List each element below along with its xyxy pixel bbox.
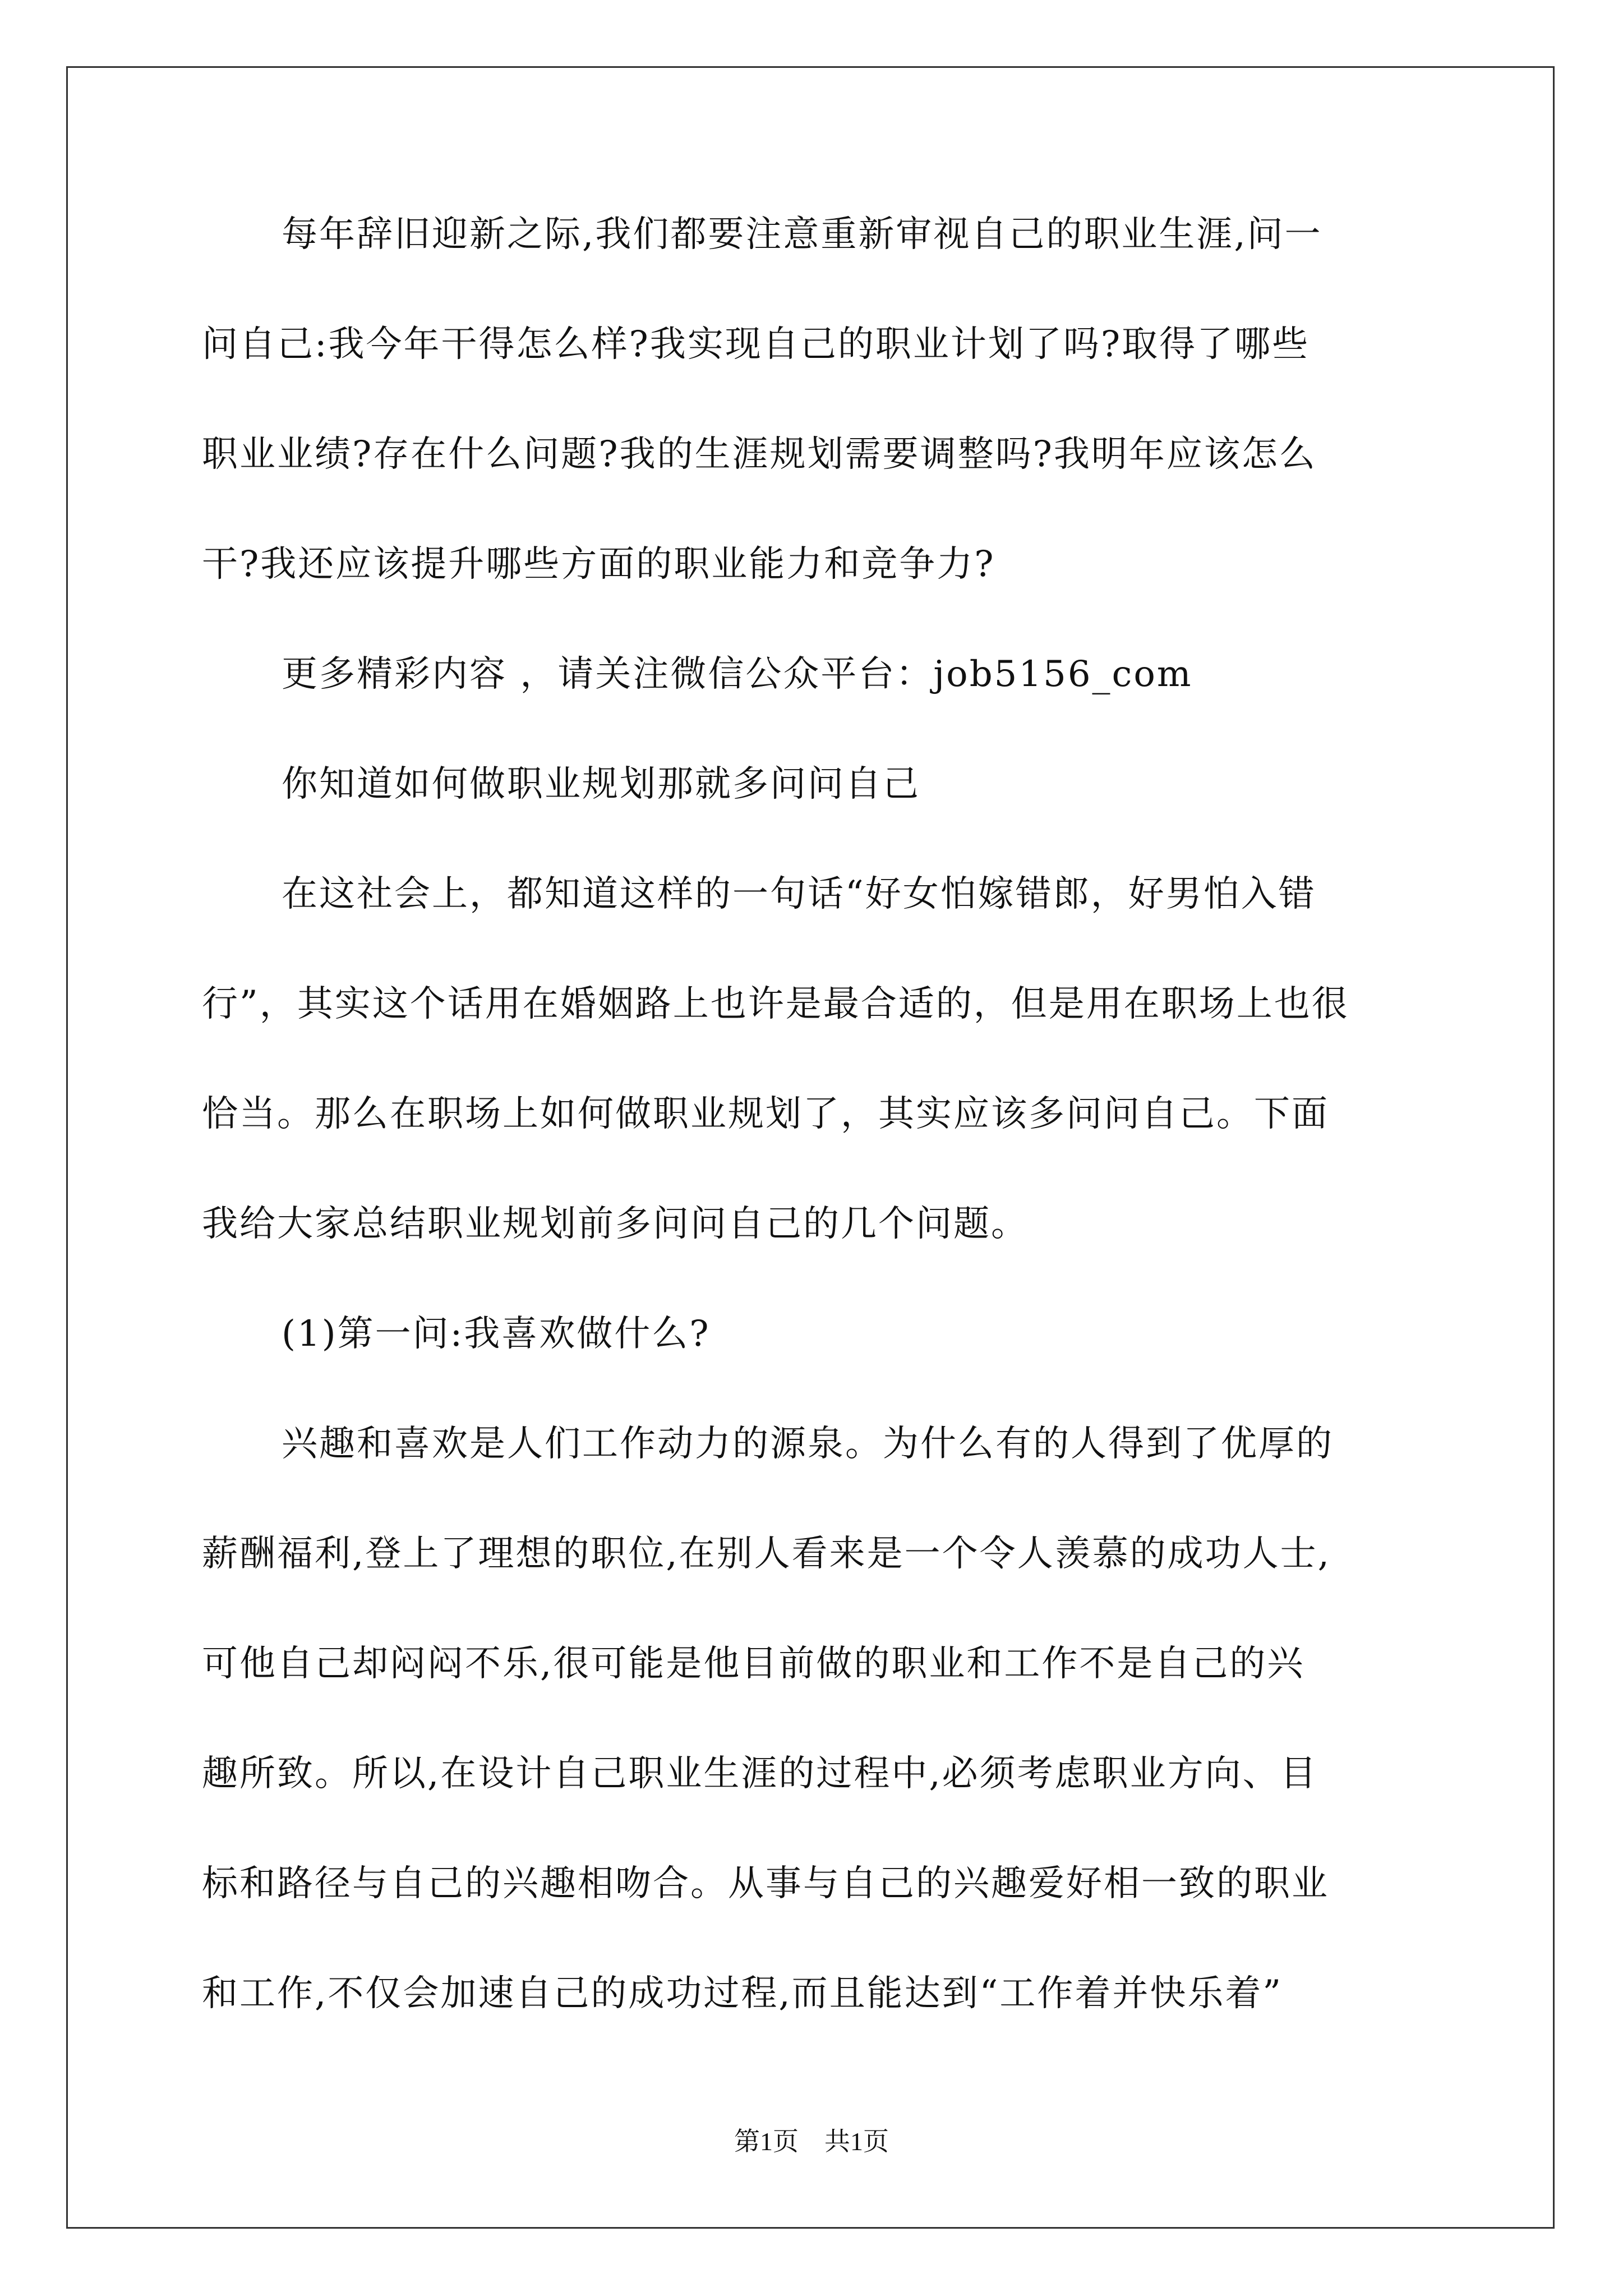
paragraph-1-line-1: 每年辞旧迎新之际,我们都要注意重新审视自己的职业生涯,问一: [282, 214, 1322, 255]
paragraph-3-line-6: 和工作,不仅会加速自己的成功过程,而且能达到“工作着并快乐着”: [202, 1973, 1283, 2014]
paragraph-1-line-3: 职业业绩?存在什么问题?我的生涯规划需要调整吗?我明年应该怎么: [202, 434, 1317, 475]
paragraph-2-line-2: 行”，其实这个话用在婚姻路上也许是最合适的，但是用在职场上也很: [202, 983, 1349, 1025]
article-title: 你知道如何做职业规划那就多问问自己: [282, 763, 920, 805]
paragraph-3-line-3: 可他自己却闷闷不乐,很可能是他目前做的职业和工作不是自己的兴: [202, 1643, 1305, 1685]
section-heading-1: (1)第一问:我喜欢做什么?: [282, 1313, 711, 1355]
paragraph-3-line-4: 趣所致。所以,在设计自己职业生涯的过程中,必须考虑职业方向、目: [202, 1753, 1318, 1795]
paragraph-3-line-5: 标和路径与自己的兴趣相吻合。从事与自己的兴趣爱好相一致的职业: [202, 1863, 1329, 1904]
paragraph-2-line-1: 在这社会上，都知道这样的一句话“好女怕嫁错郎，好男怕入错: [282, 873, 1316, 915]
paragraph-1-line-2: 问自己:我今年干得怎么样?我实现自己的职业计划了吗?取得了哪些: [202, 324, 1310, 365]
paragraph-3-line-2: 薪酬福利,登上了理想的职位,在别人看来是一个令人羡慕的成功人士,: [202, 1533, 1331, 1575]
paragraph-2-line-3: 恰当。那么在职场上如何做职业规划了，其实应该多问问自己。下面: [202, 1093, 1329, 1135]
paragraph-2-line-4: 我给大家总结职业规划前多问问自己的几个问题。: [202, 1203, 1029, 1245]
paragraph-3-line-1: 兴趣和喜欢是人们工作动力的源泉。为什么有的人得到了优厚的: [282, 1423, 1334, 1465]
wechat-promo-line: 更多精彩内容 ，请关注微信公众平台：job5156_com: [282, 654, 1193, 695]
page-footer: 第1页 共1页: [734, 2127, 889, 2156]
paragraph-1-line-4: 干?我还应该提升哪些方面的职业能力和竞争力?: [202, 544, 995, 585]
